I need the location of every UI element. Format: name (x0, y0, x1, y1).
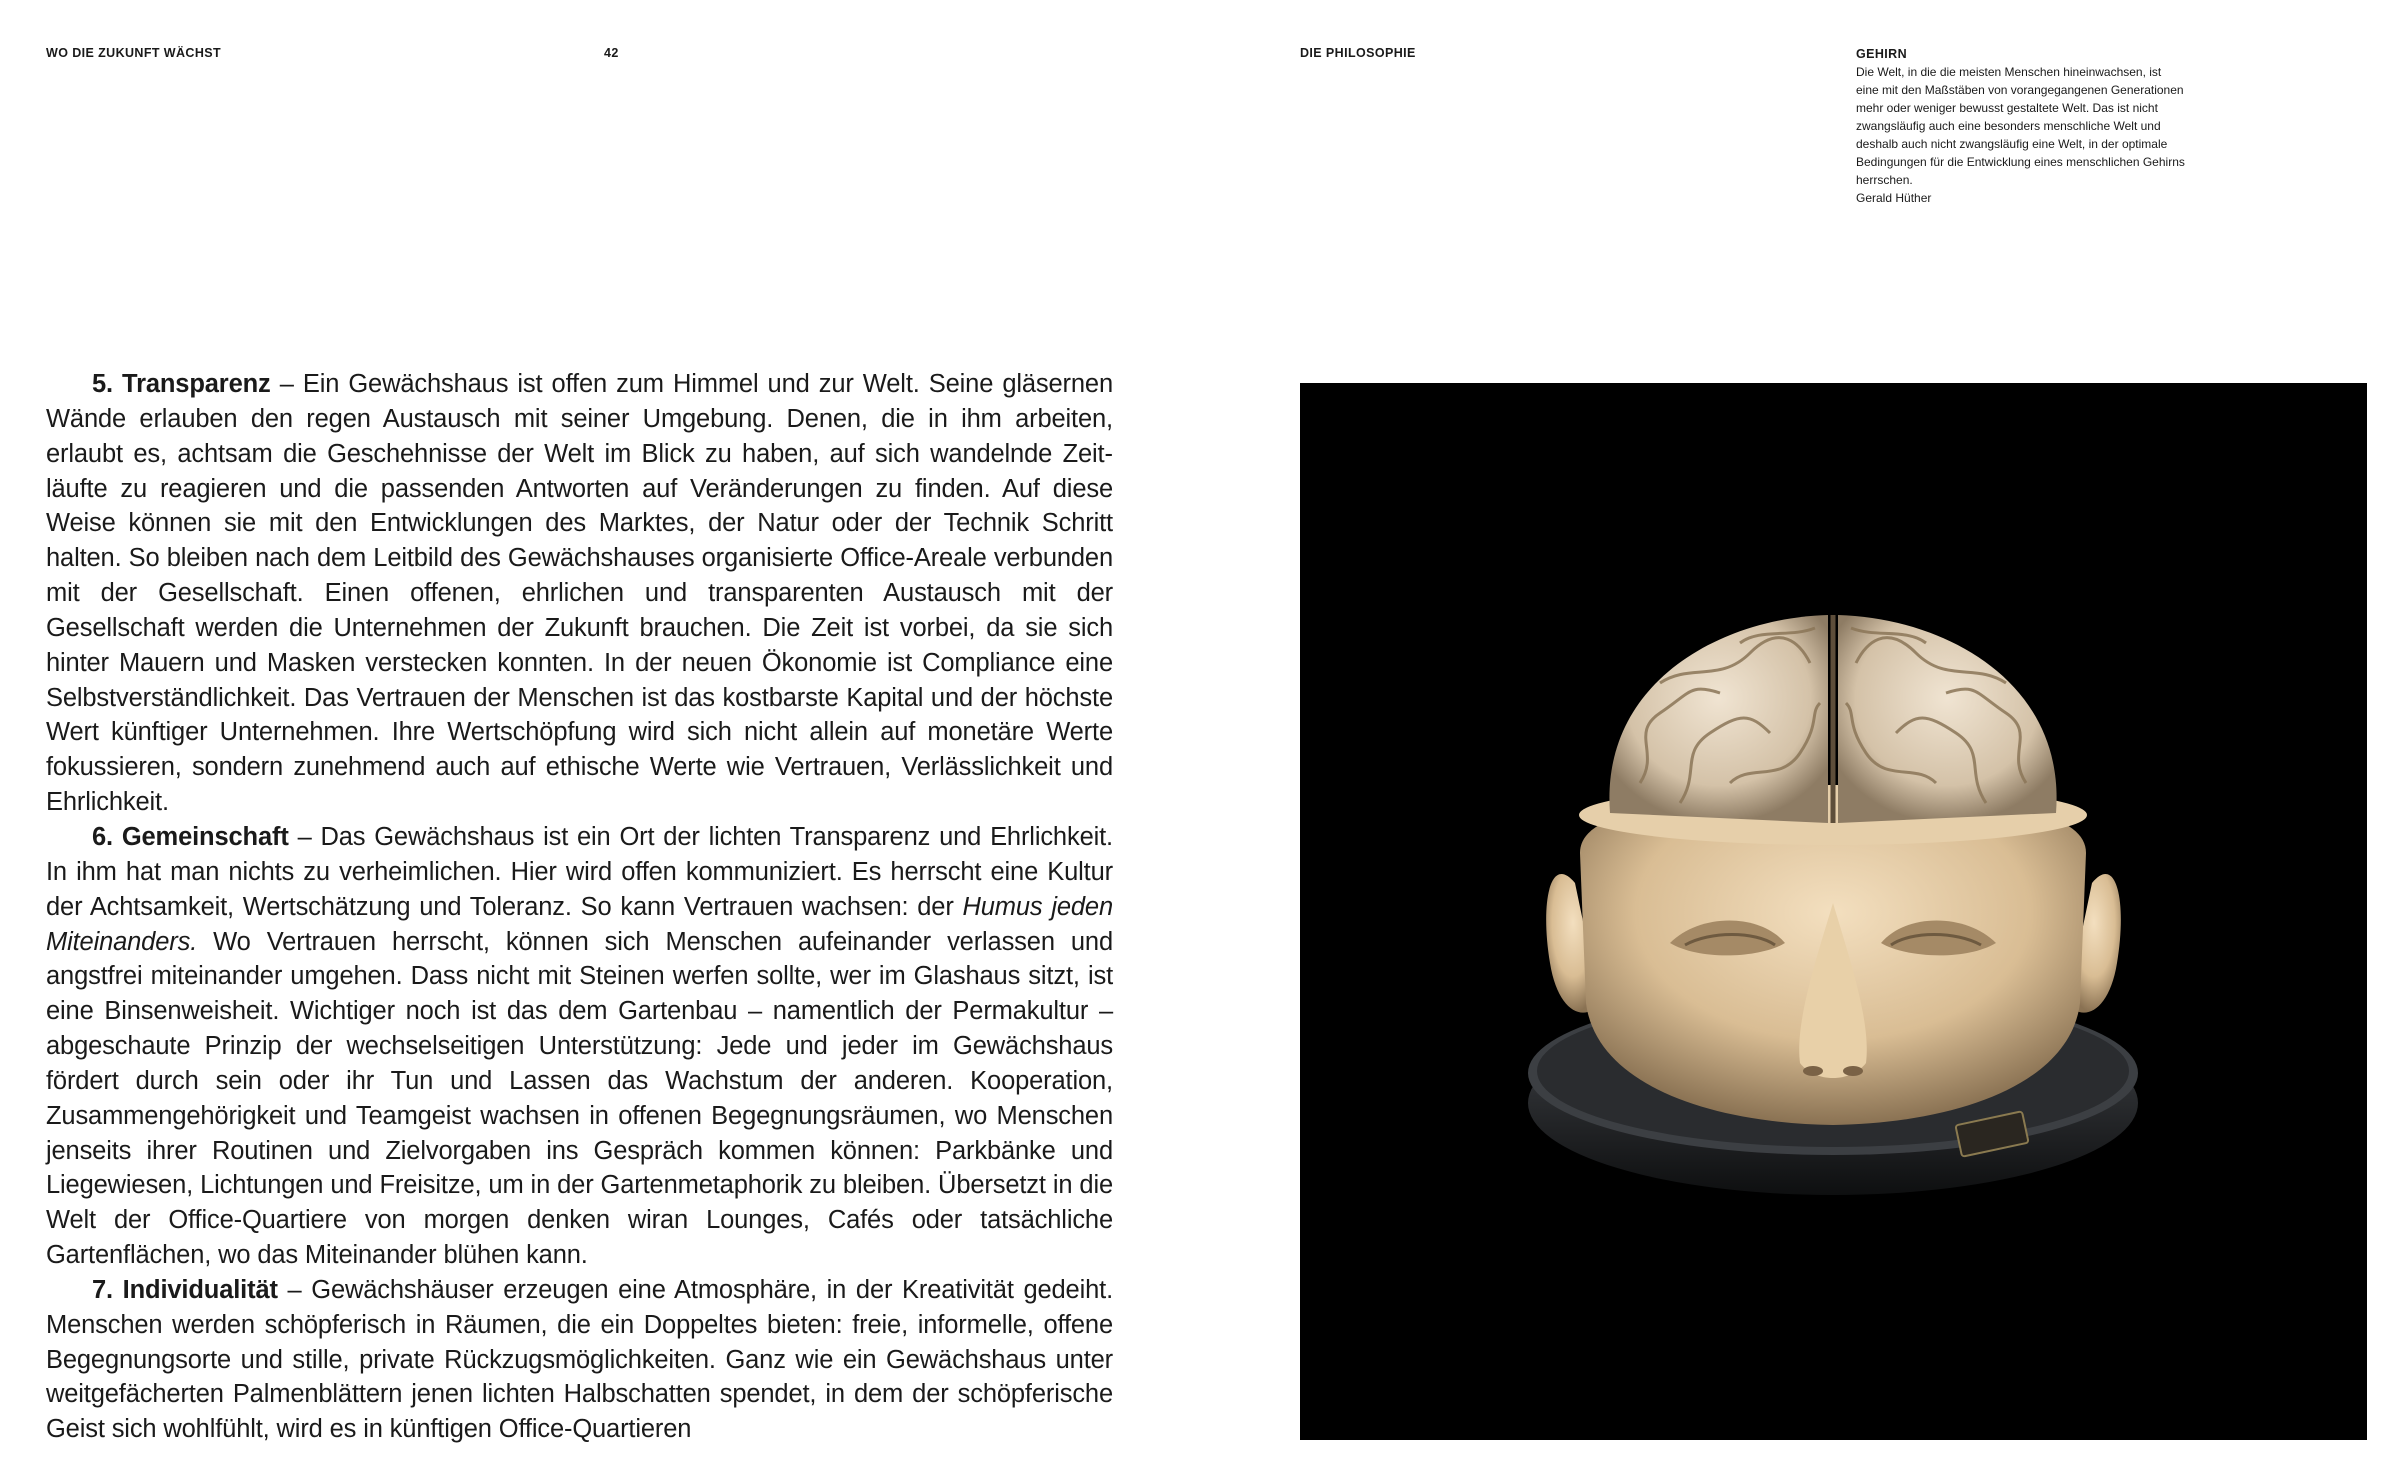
sidenote-title: GEHIRN (1856, 47, 1908, 61)
page-number: 42 (604, 46, 619, 60)
paragraph-gemeinschaft (46, 820, 1113, 1273)
paragraph-text: Wo Vertrauen herrscht, können sich Menschen aufeinander verlassen und angstfrei miteinander umgehen. Dass nicht mit Steinen werfen sollte, wer im Glashaus sitzt, ist eine Binsenweisheit. Wichtiger noch ist das dem Gartenbau – namentlich der Permakultur – abgeschaute Prinzip der wechselseitigen Unterstützung: Jede und jeder im Gewächshaus fördert durch sein oder ihr Tun und Lassen das Wachstum der anderen. Kooperation, Zusammengehörigkeit und Teamgeist wachsen in offenen Begegnungsräumen, wo Menschen jenseits ihrer Routinen und Zielvorgaben ins Gespräch kommen können: Parkbänke und Liegewiesen, Lichtungen und Freisitze, um in der Gartenmetaphorik zu bleiben. Übersetzt in die Welt der Office-Quartiere von morgen denken wiran Lounges, Cafés oder tatsächliche Gartenflächen, wo das Miteinander blühen kann. (46, 927, 1113, 1270)
paragraph-individualitaet (46, 1273, 1113, 1447)
anatomical-brain-model-icon (1300, 383, 2367, 1440)
paragraph-heading: 6. Gemeinschaft (92, 822, 289, 851)
running-head-left: WO DIE ZUKUNFT WÄCHST (46, 46, 222, 60)
paragraph-heading: 7. Individualität (92, 1275, 278, 1304)
paragraph-text: – Gewächshäuser erzeugen eine Atmosphäre, in der Kreativität gedeiht. Menschen werden schöpferisch in Räumen, die ein Doppeltes bieten: freie, informelle, offene Begegnungsorte und stille, private Rückzugsmöglichkeiten. Ganz wie ein Gewächshaus unter weitgefächerten Palmenblättern jenen lichten Halbschatten spendet, in dem der schöpferische Geist sich wohlfühlt, wird es in künftigen Office-Quartieren (46, 1275, 1114, 1444)
paragraph-heading: 5. Transparenz (92, 370, 271, 398)
sidenote-author: Gerald Hüther (1856, 191, 1932, 205)
paragraph-italic: Humus jeden Miteinanders. (46, 892, 1113, 956)
brain-model-photo (1300, 383, 2367, 1440)
running-head-right: DIE PHILOSOPHIE (1300, 46, 1416, 60)
sidenote-quote (1856, 45, 2186, 207)
body-text (46, 367, 1113, 1447)
sidenote-text: Die Welt, in die die meisten Menschen hineinwachsen, ist eine mit den Maßstäben von vorangegangenen Generationen mehr oder weniger bewusst gestaltete Welt. Das ist nicht zwangsläufig auch eine besonders menschliche Welt und deshalb auch nicht zwangsläufig eine Welt, in der optimale Bedingungen für die Entwicklung eines menschlichen Gehirns herrschen. (1856, 65, 2185, 187)
paragraph-text: – Das Gewächshaus ist ein Ort der lichten Transparenz und Ehrlichkeit. In ihm hat man nichts zu verheimlichen. Hier wird offen kommuniziert. Es herrscht eine Kultur der Achtsamkeit, Wertschätzung und Toleranz. So kann Vertrauen wachsen: der (46, 822, 1113, 921)
paragraph-text: – Ein Gewächshaus ist offen zum Himmel und zur Welt. Seine gläsernen Wände erlauben den regen Austausch mit seiner Umgebung. Denen, die in ihm arbeiten, erlaubt es, achtsam die Geschehnisse der Welt im Blick zu haben, auf sich wandelnde Zeitläufte zu reagieren und die passenden Antworten auf Veränderungen zu finden. Auf diese Weise können sie mit den Entwicklungen des Marktes, der Natur oder der Technik Schritt halten. So bleiben nach dem Leitbild des Gewächshauses organisierte Office-Areale verbunden mit der Gesellschaft. Einen offenen, ehrlichen und transparenten Austausch mit der Gesellschaft werden die Unternehmen der Zukunft brauchen. Die Zeit ist vorbei, da sie sich hinter Mauern und Masken verstecken konnten. In der neuen Ökonomie ist Compliance eine Selbstverständlichkeit. Das Vertrauen der Menschen ist das kostbarste Kapital und der höchste Wert künftiger Unternehmen. Ihre Wertschöpfung wird sich nicht allein auf monetäre Werte fokussieren, sondern zunehmend auch auf ethische Werte wie Vertrauen, Verlässlichkeit und Ehrlichkeit. (46, 370, 1113, 817)
paragraph-transparenz (46, 367, 1113, 820)
